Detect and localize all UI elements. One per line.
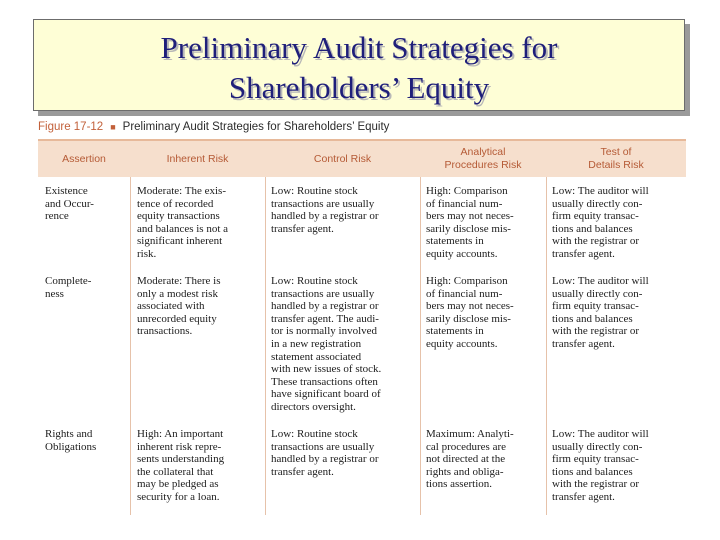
audit-strategies-table <box>38 141 686 515</box>
column-divider <box>546 177 547 515</box>
row-3-analytical-procedures-risk: Maximum: Analyti- cal procedures are not directed at the rights and obliga- tions assertion. <box>426 428 514 491</box>
header-inherent-risk: Inherent Risk <box>166 152 229 165</box>
header-assertion: Assertion <box>62 152 106 165</box>
slide-title-box <box>33 19 685 111</box>
row-3-assertion: Rights and Obligations <box>45 428 97 453</box>
figure-caption-text: Preliminary Audit Strategies for Shareholders’ Equity <box>122 121 390 133</box>
row-1-analytical-procedures-risk: High: Comparison of financial num- bers may not neces- sarily disclose mis- statements in equity accounts. <box>426 185 514 260</box>
table-header-row <box>38 141 686 177</box>
slide-title-line-2: Shareholders’ Equity <box>228 70 490 105</box>
row-3-control-risk: Low: Routine stock transactions are usually handled by a registrar or transfer agent. <box>271 428 379 478</box>
column-divider <box>420 177 421 515</box>
square-bullet-icon: ■ <box>110 122 116 132</box>
row-2-test-of-details-risk: Low: The auditor will usually directly con- firm equity transac- tions and balances with the registrar or transfer agent. <box>552 275 649 350</box>
row-3-test-of-details-risk: Low: The auditor will usually directly con- firm equity transac- tions and balances with the registrar or transfer agent. <box>552 428 649 503</box>
row-2-inherent-risk: Moderate: There is only a modest risk associated with unrecorded equity transactions. <box>137 275 221 338</box>
header-control-risk: Control Risk <box>313 152 372 165</box>
figure-label: Figure 17-12 <box>38 121 104 133</box>
row-2-assertion: Complete- ness <box>45 275 92 300</box>
row-1-assertion: Existence and Occur- rence <box>45 185 94 223</box>
row-1-inherent-risk: Moderate: The exis- tence of recorded equity transactions and balances is not a significant inherent risk. <box>137 185 229 260</box>
row-2-control-risk: Low: Routine stock transactions are usually handled by a registrar or transfer agent. The audi- tor is normally involved in a new registration statement associated with new issues of stock. These transactions often have significant board of directors oversight. <box>271 275 382 413</box>
column-divider <box>265 177 266 515</box>
row-1-control-risk: Low: Routine stock transactions are usually handled by a registrar or transfer agent. <box>271 185 379 235</box>
slide-title-line-1: Preliminary Audit Strategies for <box>160 30 558 65</box>
row-1-test-of-details-risk: Low: The auditor will usually directly con- firm equity transac- tions and balances with the registrar or transfer agent. <box>552 185 649 260</box>
header-test-of-details-risk: Test of Details Risk <box>588 146 644 171</box>
header-analytical-procedures-risk: Analytical Procedures Risk <box>444 146 522 171</box>
column-divider <box>130 177 131 515</box>
row-2-analytical-procedures-risk: High: Comparison of financial num- bers may not neces- sarily disclose mis- statements in equity accounts. <box>426 275 514 350</box>
row-3-inherent-risk: High: An important inherent risk repre- sents understanding the collateral that may be pledged as security for a loan. <box>137 428 225 503</box>
figure-caption <box>38 121 389 133</box>
